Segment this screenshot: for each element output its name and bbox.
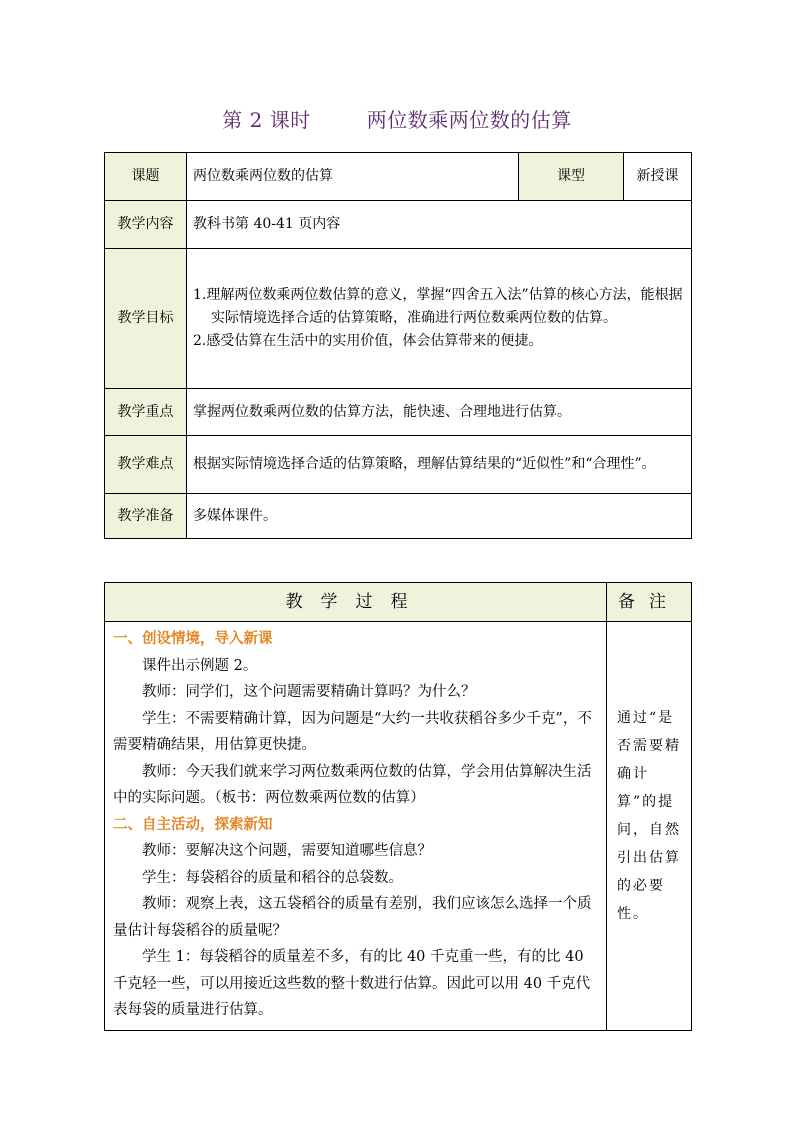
content-label: 教学内容 bbox=[105, 201, 187, 249]
lesson-number: 第 2 课时 bbox=[222, 108, 311, 132]
process-paragraph: 学生 1：每袋稻谷的质量差不多，有的比 40 千克重一些，有的比 40 千克轻一些，可以用接近这些数的整十数进行估算。因此可以用 40 千克代表每袋的质量进行估算。 bbox=[113, 949, 591, 1018]
process-paragraph: 教师：同学们，这个问题需要精确计算吗？为什么？ bbox=[142, 684, 476, 700]
lesson-info-table bbox=[104, 152, 692, 539]
process-header: 教学过程 bbox=[105, 583, 607, 622]
key-label: 教学重点 bbox=[105, 389, 187, 436]
section-heading: 一、创设情境，导入新课 bbox=[113, 630, 273, 647]
lesson-topic: 两位数乘两位数的估算 bbox=[366, 108, 572, 132]
kexing-value: 新授课 bbox=[624, 153, 692, 201]
goal-value bbox=[187, 249, 692, 389]
process-paragraph: 教师：今天我们就来学习两位数乘两位数的估算，学会用估算解决生活中的实际问题。（板书：两位数乘两位数的估算） bbox=[113, 763, 592, 806]
difficulty-label: 教学难点 bbox=[105, 436, 187, 494]
process-paragraph: 课件出示例题 2。 bbox=[142, 657, 258, 674]
process-paragraph: 教师：要解决这个问题，需要知道哪些信息？ bbox=[142, 843, 432, 859]
goal-item: 1.理解两位数乘两位数估算的意义，掌握“四舍五入法”估算的核心方法，能根据实际情境选择合适的估算策略，准确进行两位数乘两位数的估算。 bbox=[193, 287, 683, 326]
process-paragraph: 学生：不需要精确计算，因为问题是“大约一共收获稻谷多少千克”，不需要精确结果，用估算更快捷。 bbox=[113, 710, 592, 753]
key-value: 掌握两位数乘两位数的估算方法，能快速、合理地进行估算。 bbox=[187, 389, 692, 436]
prep-label: 教学准备 bbox=[105, 494, 187, 539]
keti-label: 课题 bbox=[105, 153, 187, 201]
goal-label: 教学目标 bbox=[105, 249, 187, 389]
teaching-process-table bbox=[104, 582, 692, 1031]
section-heading: 二、自主活动，探索新知 bbox=[113, 815, 273, 833]
process-paragraph: 学生：每袋稻谷的质量和稻谷的总袋数。 bbox=[142, 869, 403, 886]
goal-item: 2.感受估算在生活中的实用价值，体会估算带来的便捷。 bbox=[193, 333, 543, 349]
kexing-label: 课型 bbox=[519, 153, 624, 201]
note-header: 备注 bbox=[607, 583, 692, 622]
prep-value: 多媒体课件。 bbox=[187, 494, 692, 539]
page-title bbox=[0, 104, 794, 133]
process-paragraph: 教师：观察上表，这五袋稻谷的质量有差别，我们应该怎么选择一个质量估计每袋稻谷的质量呢？ bbox=[113, 896, 592, 939]
process-content bbox=[105, 622, 607, 1031]
difficulty-value: 根据实际情境选择合适的估算策略，理解估算结果的“近似性”和“合理性”。 bbox=[187, 436, 692, 494]
keti-value: 两位数乘两位数的估算 bbox=[187, 153, 519, 201]
note-content: 通过“是否需要精确计算”的提问，自然引出估算的必要性。 bbox=[607, 622, 692, 1031]
content-value: 教科书第 40-41 页内容 bbox=[187, 201, 692, 249]
